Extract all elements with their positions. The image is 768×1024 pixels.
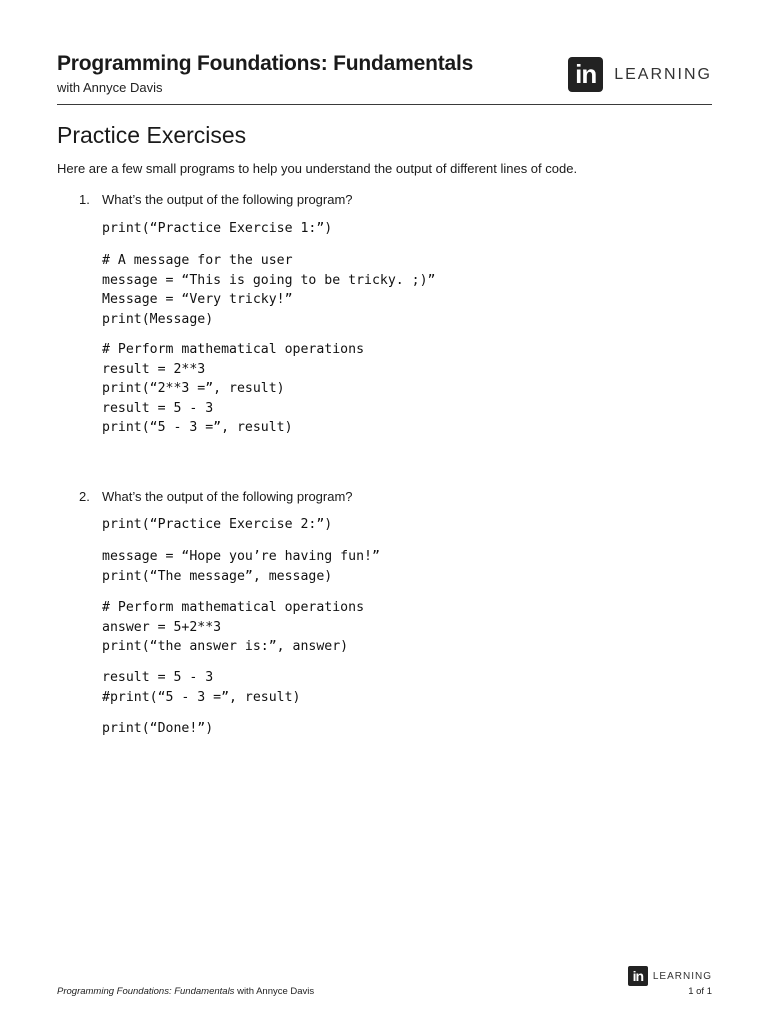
intro-paragraph: Here are a few small programs to help you understand the output of different lines of code.: [57, 161, 578, 176]
linkedin-learning-logo: [568, 57, 712, 92]
linkedin-in-icon: in: [628, 966, 648, 986]
code-block: message = “Hope you’re having fun!” print(“The message”, message): [102, 549, 380, 584]
code-block: print(“Practice Exercise 2:”): [102, 517, 333, 532]
logo-wordmark: LEARNING: [652, 970, 712, 982]
question-number: 2.: [79, 489, 90, 504]
code-block: # Perform mathematical operations result = 2**3 print(“2**3 =”, result) result = 5 - 3 print(“5 - 3 =”, result): [102, 342, 365, 435]
page-number: 1 of 1: [688, 986, 712, 997]
section-title: Practice Exercises: [57, 122, 247, 148]
code-block: print(“Done!”): [102, 721, 214, 736]
linkedin-in-icon: in: [568, 57, 603, 92]
question-text: What’s the output of the following program?: [102, 192, 353, 207]
code-block: # Perform mathematical operations answer = 5+2**3 print(“the answer is:”, answer): [102, 600, 365, 654]
document-title: Programming Foundations: Fundamentals: [57, 52, 474, 75]
footer-course-title: Programming Foundations: Fundamentals: [57, 986, 235, 997]
logo-wordmark: LEARNING: [614, 65, 712, 83]
question-number: 1.: [79, 192, 90, 207]
footer-author: with Annyce Davis: [234, 986, 315, 997]
footer-logo: [628, 966, 712, 986]
code-block: print(“Practice Exercise 1:”): [102, 221, 333, 236]
page-header: [57, 52, 712, 105]
question-text: What’s the output of the following program?: [102, 489, 353, 504]
code-block: # A message for the user message = “This is going to be tricky. ;)” Message = “Very tricky!” print(Message): [102, 253, 436, 327]
code-block: result = 5 - 3 #print(“5 - 3 =”, result): [102, 670, 301, 705]
document-subtitle: with Annyce Davis: [57, 80, 163, 95]
footer-credit: [57, 986, 314, 997]
